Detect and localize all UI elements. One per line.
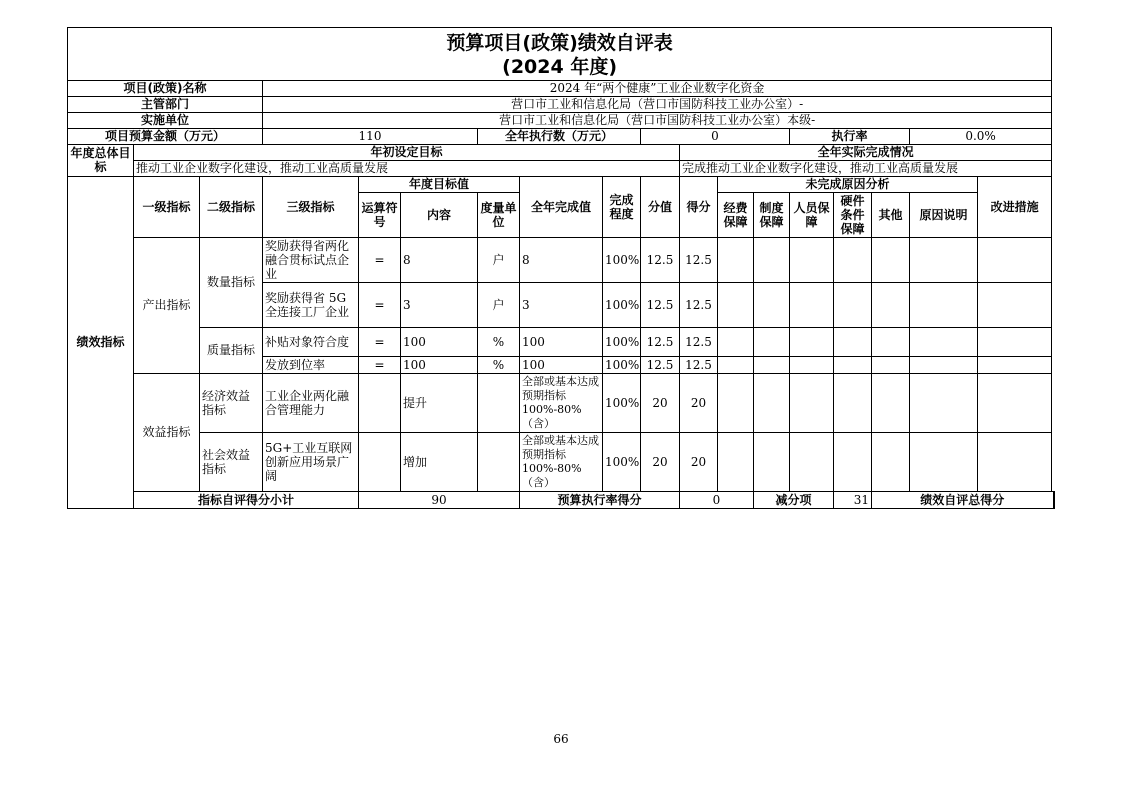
project-name-label: 项目(政策)名称 bbox=[68, 80, 263, 96]
header-reason-analysis: 未完成原因分析 bbox=[718, 176, 978, 192]
unit bbox=[478, 373, 520, 432]
operator: = bbox=[359, 356, 401, 373]
empty-cell bbox=[718, 282, 754, 327]
empty-cell bbox=[790, 356, 834, 373]
indicator-name-text: 奖励获得省两化融合贯标试点企业 bbox=[265, 238, 350, 281]
empty-cell bbox=[754, 282, 790, 327]
table-row bbox=[68, 327, 1055, 356]
self-evaluation-sheet bbox=[67, 27, 1055, 509]
indicator-name: 5G+工业互联网创新应用场景广阔 bbox=[263, 432, 359, 491]
target-content: 100 bbox=[401, 327, 478, 356]
empty-cell bbox=[978, 237, 1052, 282]
annual-goal-label: 年度总体目标 bbox=[68, 144, 134, 176]
header-unit: 度量单位 bbox=[478, 192, 520, 237]
empty-cell bbox=[718, 432, 754, 491]
actual-value: 全部或基本达成预期指标100%-80%（含） bbox=[520, 373, 603, 432]
score: 12.5 bbox=[680, 327, 718, 356]
quality-indicator-label: 质量指标 bbox=[200, 327, 263, 373]
operator: = bbox=[359, 237, 401, 282]
exec-score-label: 预算执行率得分 bbox=[520, 491, 680, 508]
social-indicator-label: 社会效益指标 bbox=[200, 432, 263, 491]
header-actual-value: 全年完成值 bbox=[520, 176, 603, 237]
deduction-value: 31 bbox=[834, 491, 872, 508]
completion: 100% bbox=[603, 432, 641, 491]
empty-cell bbox=[754, 327, 790, 356]
table-row bbox=[68, 373, 1055, 432]
empty-cell bbox=[978, 356, 1052, 373]
budget-value: 110 bbox=[263, 128, 478, 144]
score-weight: 12.5 bbox=[641, 282, 680, 327]
header-other: 其他 bbox=[872, 192, 910, 237]
empty-cell bbox=[910, 282, 978, 327]
header-score-weight: 分值 bbox=[641, 176, 680, 237]
page-number: 66 bbox=[553, 732, 569, 746]
dept-value: 营口市工业和信息化局（营口市国防科技工业办公室）- bbox=[263, 96, 1052, 112]
target-content: 提升 bbox=[401, 373, 478, 432]
empty-cell bbox=[790, 237, 834, 282]
header-content: 内容 bbox=[401, 192, 478, 237]
empty-cell bbox=[834, 373, 872, 432]
target-content: 增加 bbox=[401, 432, 478, 491]
score: 12.5 bbox=[680, 282, 718, 327]
executed-label: 全年执行数（万元） bbox=[478, 128, 641, 144]
empty-cell bbox=[872, 237, 910, 282]
score: 12.5 bbox=[680, 356, 718, 373]
header-hardware-text: 硬件条件保障 bbox=[840, 193, 865, 236]
empty-cell bbox=[910, 237, 978, 282]
header-funding: 经费保障 bbox=[718, 192, 754, 237]
empty-cell bbox=[754, 237, 790, 282]
empty-cell bbox=[834, 282, 872, 327]
operator bbox=[359, 432, 401, 491]
initial-goal-header: 年初设定目标 bbox=[134, 144, 680, 160]
page-title: 预算项目(政策)绩效自评表 bbox=[68, 28, 1052, 56]
operator: = bbox=[359, 282, 401, 327]
header-hardware bbox=[834, 192, 872, 237]
empty-cell bbox=[790, 432, 834, 491]
target-content: 8 bbox=[401, 237, 478, 282]
target-content: 100 bbox=[401, 356, 478, 373]
unit: % bbox=[478, 356, 520, 373]
indicator-name: 奖励获得省 5G 全连接工厂企业 bbox=[263, 282, 359, 327]
unit: % bbox=[478, 327, 520, 356]
unit-value: 营口市工业和信息化局（营口市国防科技工业办公室）本级- bbox=[263, 112, 1052, 128]
benefit-indicator-label: 效益指标 bbox=[134, 373, 200, 491]
score: 12.5 bbox=[680, 237, 718, 282]
unit: 户 bbox=[478, 237, 520, 282]
empty-cell bbox=[834, 327, 872, 356]
empty-cell bbox=[834, 356, 872, 373]
rate-label: 执行率 bbox=[790, 128, 910, 144]
empty-cell bbox=[718, 327, 754, 356]
empty-cell bbox=[910, 432, 978, 491]
performance-indicators-label: 绩效指标 bbox=[68, 176, 134, 508]
page-subtitle: (2024 年度) bbox=[68, 55, 1052, 80]
header-operator: 运算符号 bbox=[359, 192, 401, 237]
empty-cell bbox=[978, 327, 1052, 356]
unit-label: 实施单位 bbox=[68, 112, 263, 128]
empty-cell bbox=[978, 282, 1052, 327]
score-weight: 12.5 bbox=[641, 327, 680, 356]
total-label: 绩效自评总得分 bbox=[872, 491, 1054, 508]
unit bbox=[478, 432, 520, 491]
header-level3: 三级指标 bbox=[263, 176, 359, 237]
economic-indicator-label: 经济效益指标 bbox=[200, 373, 263, 432]
empty-cell bbox=[718, 356, 754, 373]
empty-cell bbox=[754, 432, 790, 491]
operator: = bbox=[359, 327, 401, 356]
subtotal-label: 指标自评得分小计 bbox=[134, 491, 359, 508]
indicator-name: 补贴对象符合度 bbox=[263, 327, 359, 356]
header-completion: 完成程度 bbox=[603, 176, 641, 237]
header-level2: 二级指标 bbox=[200, 176, 263, 237]
empty-cell bbox=[790, 327, 834, 356]
completion: 100% bbox=[603, 282, 641, 327]
indicator-name: 发放到位率 bbox=[263, 356, 359, 373]
subtotal-value: 90 bbox=[359, 491, 520, 508]
output-indicator-label: 产出指标 bbox=[134, 237, 200, 373]
empty-cell bbox=[754, 356, 790, 373]
dept-label: 主管部门 bbox=[68, 96, 263, 112]
target-content: 3 bbox=[401, 282, 478, 327]
total-value bbox=[1053, 491, 1054, 508]
empty-cell bbox=[910, 356, 978, 373]
rate-value: 0.0% bbox=[910, 128, 1052, 144]
empty-cell bbox=[754, 373, 790, 432]
quantity-indicator-label: 数量指标 bbox=[200, 237, 263, 327]
score-weight: 12.5 bbox=[641, 356, 680, 373]
indicator-name: 工业企业两化融合管理能力 bbox=[263, 373, 359, 432]
empty-cell bbox=[834, 432, 872, 491]
operator bbox=[359, 373, 401, 432]
deduction-label: 减分项 bbox=[754, 491, 834, 508]
empty-cell bbox=[872, 373, 910, 432]
empty-cell bbox=[910, 373, 978, 432]
evaluation-table bbox=[67, 27, 1055, 509]
completion: 100% bbox=[603, 373, 641, 432]
score-weight: 12.5 bbox=[641, 237, 680, 282]
initial-goal-text: 推动工业企业数字化建设，推动工业高质量发展 bbox=[134, 160, 680, 176]
header-reason-note: 原因说明 bbox=[910, 192, 978, 237]
header-personnel: 人员保障 bbox=[790, 192, 834, 237]
empty-cell bbox=[718, 237, 754, 282]
empty-cell bbox=[910, 327, 978, 356]
empty-cell bbox=[872, 356, 910, 373]
header-level1: 一级指标 bbox=[134, 176, 200, 237]
empty-cell bbox=[718, 373, 754, 432]
actual-value: 全部或基本达成预期指标100%-80%（含） bbox=[520, 432, 603, 491]
actual-value: 100 bbox=[520, 356, 603, 373]
completion: 100% bbox=[603, 237, 641, 282]
score: 20 bbox=[680, 432, 718, 491]
empty-cell bbox=[978, 373, 1052, 432]
project-name-value: 2024 年“两个健康”工业企业数字化资金 bbox=[263, 80, 1052, 96]
score-weight: 20 bbox=[641, 432, 680, 491]
empty-cell bbox=[978, 432, 1052, 491]
empty-cell bbox=[790, 373, 834, 432]
actual-value: 8 bbox=[520, 237, 603, 282]
actual-goal-header: 全年实际完成情况 bbox=[680, 144, 1052, 160]
table-row bbox=[68, 432, 1055, 491]
budget-label: 项目预算金额（万元） bbox=[68, 128, 263, 144]
actual-goal-text: 完成推动工业企业数字化建设，推动工业高质量发展 bbox=[680, 160, 1052, 176]
executed-value: 0 bbox=[641, 128, 790, 144]
empty-cell bbox=[834, 237, 872, 282]
header-annual-target: 年度目标值 bbox=[359, 176, 520, 192]
empty-cell bbox=[872, 327, 910, 356]
actual-value: 3 bbox=[520, 282, 603, 327]
exec-score-value: 0 bbox=[680, 491, 754, 508]
table-row bbox=[68, 237, 1055, 282]
score: 20 bbox=[680, 373, 718, 432]
header-system: 制度保障 bbox=[754, 192, 790, 237]
completion: 100% bbox=[603, 356, 641, 373]
score-weight: 20 bbox=[641, 373, 680, 432]
header-improvement: 改进措施 bbox=[978, 176, 1052, 237]
indicator-name bbox=[263, 237, 359, 282]
actual-value: 100 bbox=[520, 327, 603, 356]
unit: 户 bbox=[478, 282, 520, 327]
empty-cell bbox=[872, 432, 910, 491]
header-score: 得分 bbox=[680, 176, 718, 237]
empty-cell bbox=[790, 282, 834, 327]
completion: 100% bbox=[603, 327, 641, 356]
empty-cell bbox=[872, 282, 910, 327]
